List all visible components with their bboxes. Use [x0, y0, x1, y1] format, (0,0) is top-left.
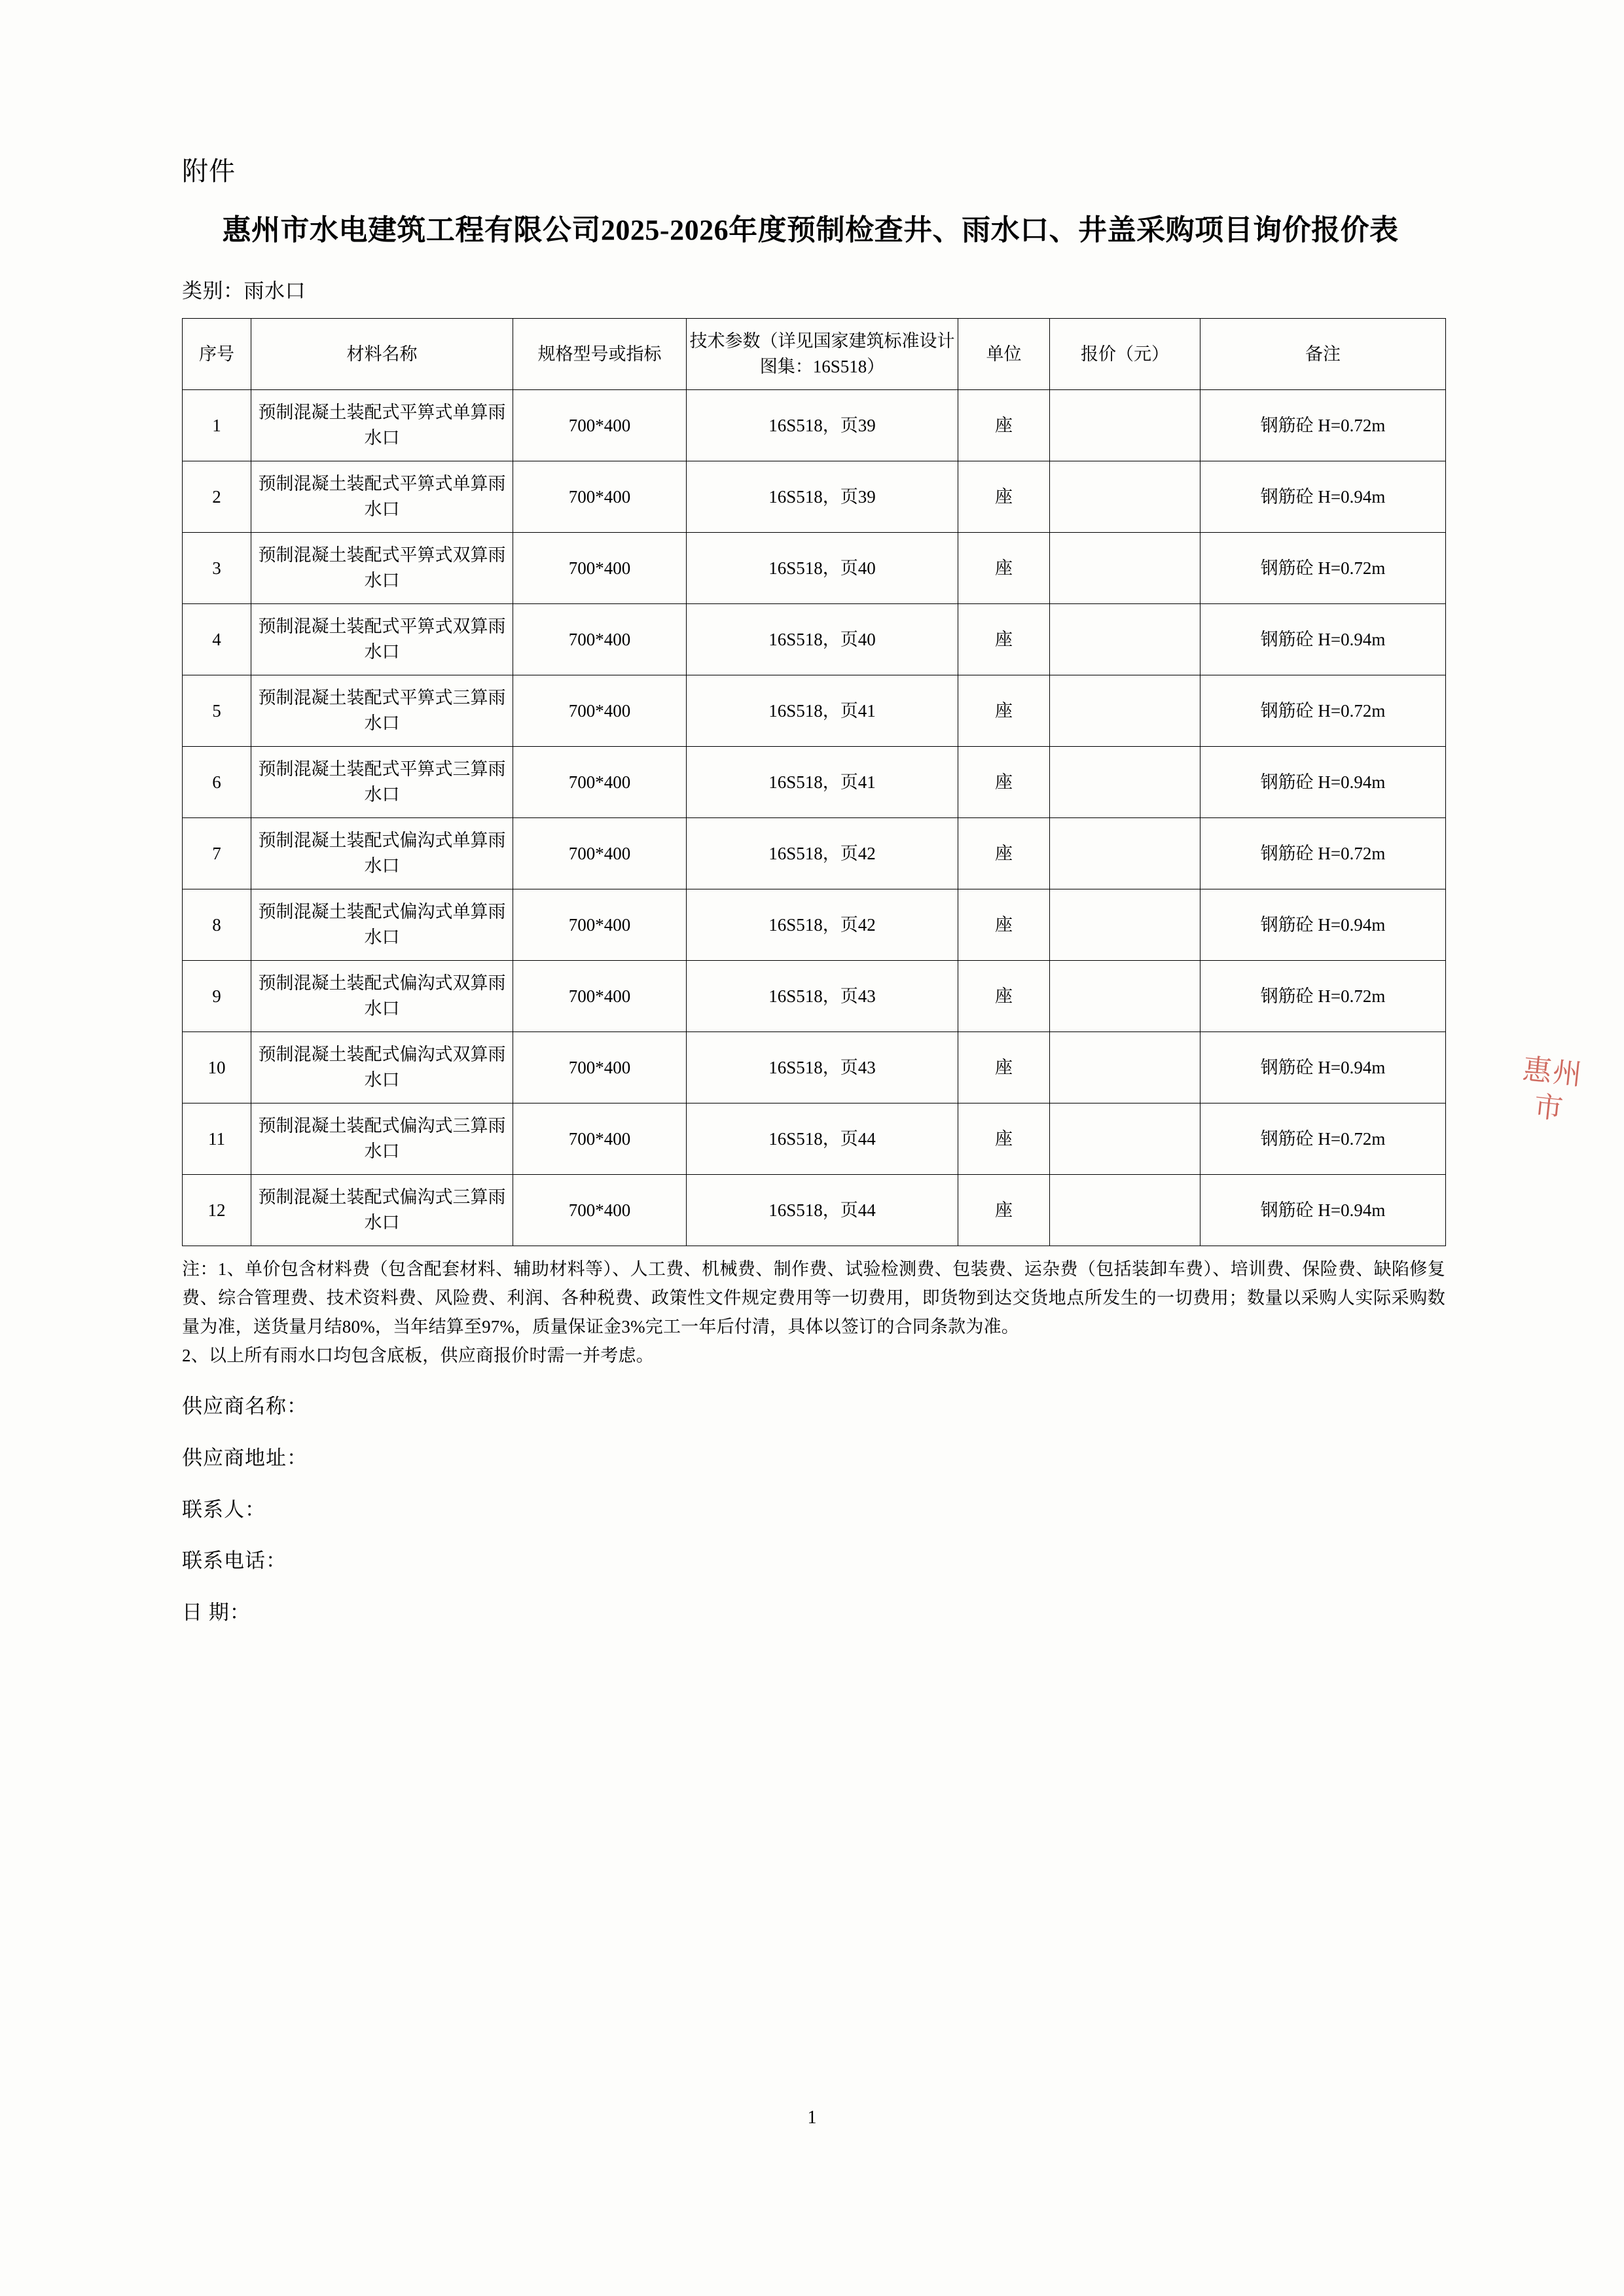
cell-tech: 16S518，页43 — [687, 961, 958, 1032]
field-supplier-name[interactable]: 供应商名称： — [182, 1395, 308, 1418]
cell-remark: 钢筋砼 H=0.72m — [1200, 675, 1446, 747]
field-supplier-address[interactable]: 供应商地址： — [182, 1446, 308, 1469]
cell-price-input[interactable] — [1050, 390, 1200, 461]
table-row — [183, 675, 1446, 747]
column-header-remark: 备注 — [1200, 319, 1446, 390]
cell-remark: 钢筋砼 H=0.72m — [1200, 533, 1446, 604]
stamp-text: 惠州市 — [1521, 1052, 1585, 1126]
cell-index: 1 — [183, 390, 251, 461]
cell-remark: 钢筋砼 H=0.72m — [1200, 818, 1446, 889]
cell-price-input[interactable] — [1050, 747, 1200, 818]
page-title: 惠州市水电建筑工程有限公司2025-2026年度预制检查井、雨水口、井盖采购项目询价报价表 — [222, 214, 1399, 246]
cell-unit: 座 — [958, 747, 1050, 818]
cell-tech: 16S518，页39 — [687, 390, 958, 461]
cell-price-input[interactable] — [1050, 461, 1200, 533]
cell-material-name: 预制混凝土装配式平箅式双算雨水口 — [251, 604, 513, 675]
cell-material-name: 预制混凝土装配式偏沟式三算雨水口 — [251, 1175, 513, 1246]
cell-spec: 700*400 — [513, 1175, 687, 1246]
cell-price-input[interactable] — [1050, 675, 1200, 747]
cell-material-name: 预制混凝土装配式平箅式双算雨水口 — [251, 533, 513, 604]
cell-remark: 钢筋砼 H=0.94m — [1200, 604, 1446, 675]
cell-spec: 700*400 — [513, 461, 687, 533]
cell-tech: 16S518，页41 — [687, 747, 958, 818]
table-row — [183, 604, 1446, 675]
table-row — [183, 1103, 1446, 1175]
cell-spec: 700*400 — [513, 961, 687, 1032]
cell-spec: 700*400 — [513, 1032, 687, 1103]
cell-tech: 16S518，页39 — [687, 461, 958, 533]
cell-index: 6 — [183, 747, 251, 818]
cell-spec: 700*400 — [513, 889, 687, 961]
cell-unit: 座 — [958, 675, 1050, 747]
table-row — [183, 1032, 1446, 1103]
column-header-tech-params: 技术参数（详见国家建筑标准设计图集：16S518） — [687, 319, 958, 390]
table-row — [183, 889, 1446, 961]
cell-tech: 16S518，页42 — [687, 818, 958, 889]
cell-tech: 16S518，页40 — [687, 533, 958, 604]
cell-remark: 钢筋砼 H=0.72m — [1200, 390, 1446, 461]
column-header-spec: 规格型号或指标 — [513, 319, 687, 390]
attachment-label: 附件 — [182, 156, 236, 186]
cell-material-name: 预制混凝土装配式偏沟式双算雨水口 — [251, 1032, 513, 1103]
table-row — [183, 461, 1446, 533]
notes-section — [182, 1255, 1445, 1370]
cell-index: 3 — [183, 533, 251, 604]
cell-index: 9 — [183, 961, 251, 1032]
table-row — [183, 818, 1446, 889]
note-item-2: 2、以上所有雨水口均包含底板，供应商报价时需一并考虑。 — [182, 1345, 654, 1365]
cell-price-input[interactable] — [1050, 961, 1200, 1032]
cell-tech: 16S518，页44 — [687, 1175, 958, 1246]
cell-unit: 座 — [958, 889, 1050, 961]
red-stamp-mark — [1496, 1050, 1594, 1247]
cell-index: 11 — [183, 1103, 251, 1175]
cell-index: 10 — [183, 1032, 251, 1103]
cell-tech: 16S518，页41 — [687, 675, 958, 747]
cell-spec: 700*400 — [513, 390, 687, 461]
cell-spec: 700*400 — [513, 604, 687, 675]
cell-index: 8 — [183, 889, 251, 961]
cell-unit: 座 — [958, 461, 1050, 533]
cell-unit: 座 — [958, 1032, 1050, 1103]
cell-spec: 700*400 — [513, 533, 687, 604]
cell-remark: 钢筋砼 H=0.72m — [1200, 961, 1446, 1032]
cell-price-input[interactable] — [1050, 1175, 1200, 1246]
cell-index: 2 — [183, 461, 251, 533]
table-row — [183, 390, 1446, 461]
cell-remark: 钢筋砼 H=0.94m — [1200, 1032, 1446, 1103]
table-row — [183, 961, 1446, 1032]
cell-material-name: 预制混凝土装配式平箅式单算雨水口 — [251, 390, 513, 461]
cell-spec: 700*400 — [513, 1103, 687, 1175]
cell-price-input[interactable] — [1050, 889, 1200, 961]
note-item-1: 注：1、单价包含材料费（包含配套材料、辅助材料等）、人工费、机械费、制作费、试验检测费、包装费、运杂费（包括装卸车费）、培训费、保险费、缺陷修复费、综合管理费、技术资料费、风险费、利润、各种税费、政策性文件规定费用等一切费用，即货物到达交货地点所发生的一切费用；数量以采购人实际采购数量为准，送货量月结80%，当年结算至97%，质量保证金3%完工一年后付清，具体以签订的合同条款为准。 — [182, 1259, 1445, 1336]
column-header-material-name: 材料名称 — [251, 319, 513, 390]
column-header-unit: 单位 — [958, 319, 1050, 390]
cell-price-input[interactable] — [1050, 533, 1200, 604]
cell-material-name: 预制混凝土装配式偏沟式单算雨水口 — [251, 889, 513, 961]
table-row — [183, 1175, 1446, 1246]
quotation-table — [182, 318, 1446, 1246]
cell-remark: 钢筋砼 H=0.72m — [1200, 1103, 1446, 1175]
table-header-row — [183, 319, 1446, 390]
cell-unit: 座 — [958, 1175, 1050, 1246]
cell-tech: 16S518，页43 — [687, 1032, 958, 1103]
cell-tech: 16S518，页40 — [687, 604, 958, 675]
cell-unit: 座 — [958, 818, 1050, 889]
column-header-index: 序号 — [183, 319, 251, 390]
table-row — [183, 747, 1446, 818]
cell-spec: 700*400 — [513, 675, 687, 747]
cell-index: 12 — [183, 1175, 251, 1246]
field-contact-person[interactable]: 联系人： — [182, 1498, 266, 1521]
column-header-price: 报价（元） — [1050, 319, 1200, 390]
cell-index: 7 — [183, 818, 251, 889]
document-content — [182, 151, 1445, 1653]
cell-spec: 700*400 — [513, 747, 687, 818]
cell-material-name: 预制混凝土装配式平箅式三算雨水口 — [251, 747, 513, 818]
cell-material-name: 预制混凝土装配式偏沟式三算雨水口 — [251, 1103, 513, 1175]
cell-price-input[interactable] — [1050, 818, 1200, 889]
table-row — [183, 533, 1446, 604]
cell-remark: 钢筋砼 H=0.94m — [1200, 747, 1446, 818]
cell-material-name: 预制混凝土装配式平箅式单算雨水口 — [251, 461, 513, 533]
cell-price-input[interactable] — [1050, 1103, 1200, 1175]
cell-material-name: 预制混凝土装配式偏沟式单算雨水口 — [251, 818, 513, 889]
supplier-fields — [182, 1396, 1445, 1623]
cell-remark: 钢筋砼 H=0.94m — [1200, 461, 1446, 533]
cell-spec: 700*400 — [513, 818, 687, 889]
cell-tech: 16S518，页44 — [687, 1103, 958, 1175]
page-number: 1 — [807, 2108, 817, 2128]
cell-tech: 16S518，页42 — [687, 889, 958, 961]
cell-index: 4 — [183, 604, 251, 675]
cell-material-name: 预制混凝土装配式偏沟式双算雨水口 — [251, 961, 513, 1032]
cell-remark: 钢筋砼 H=0.94m — [1200, 889, 1446, 961]
cell-unit: 座 — [958, 1103, 1050, 1175]
field-date[interactable]: 日 期： — [182, 1600, 251, 1624]
cell-material-name: 预制混凝土装配式平箅式三算雨水口 — [251, 675, 513, 747]
cell-unit: 座 — [958, 604, 1050, 675]
field-contact-phone[interactable]: 联系电话： — [182, 1549, 287, 1573]
cell-price-input[interactable] — [1050, 604, 1200, 675]
cell-unit: 座 — [958, 533, 1050, 604]
cell-unit: 座 — [958, 390, 1050, 461]
category-line: 类别：雨水口 — [182, 279, 306, 303]
cell-index: 5 — [183, 675, 251, 747]
cell-price-input[interactable] — [1050, 1032, 1200, 1103]
cell-remark: 钢筋砼 H=0.94m — [1200, 1175, 1446, 1246]
cell-unit: 座 — [958, 961, 1050, 1032]
